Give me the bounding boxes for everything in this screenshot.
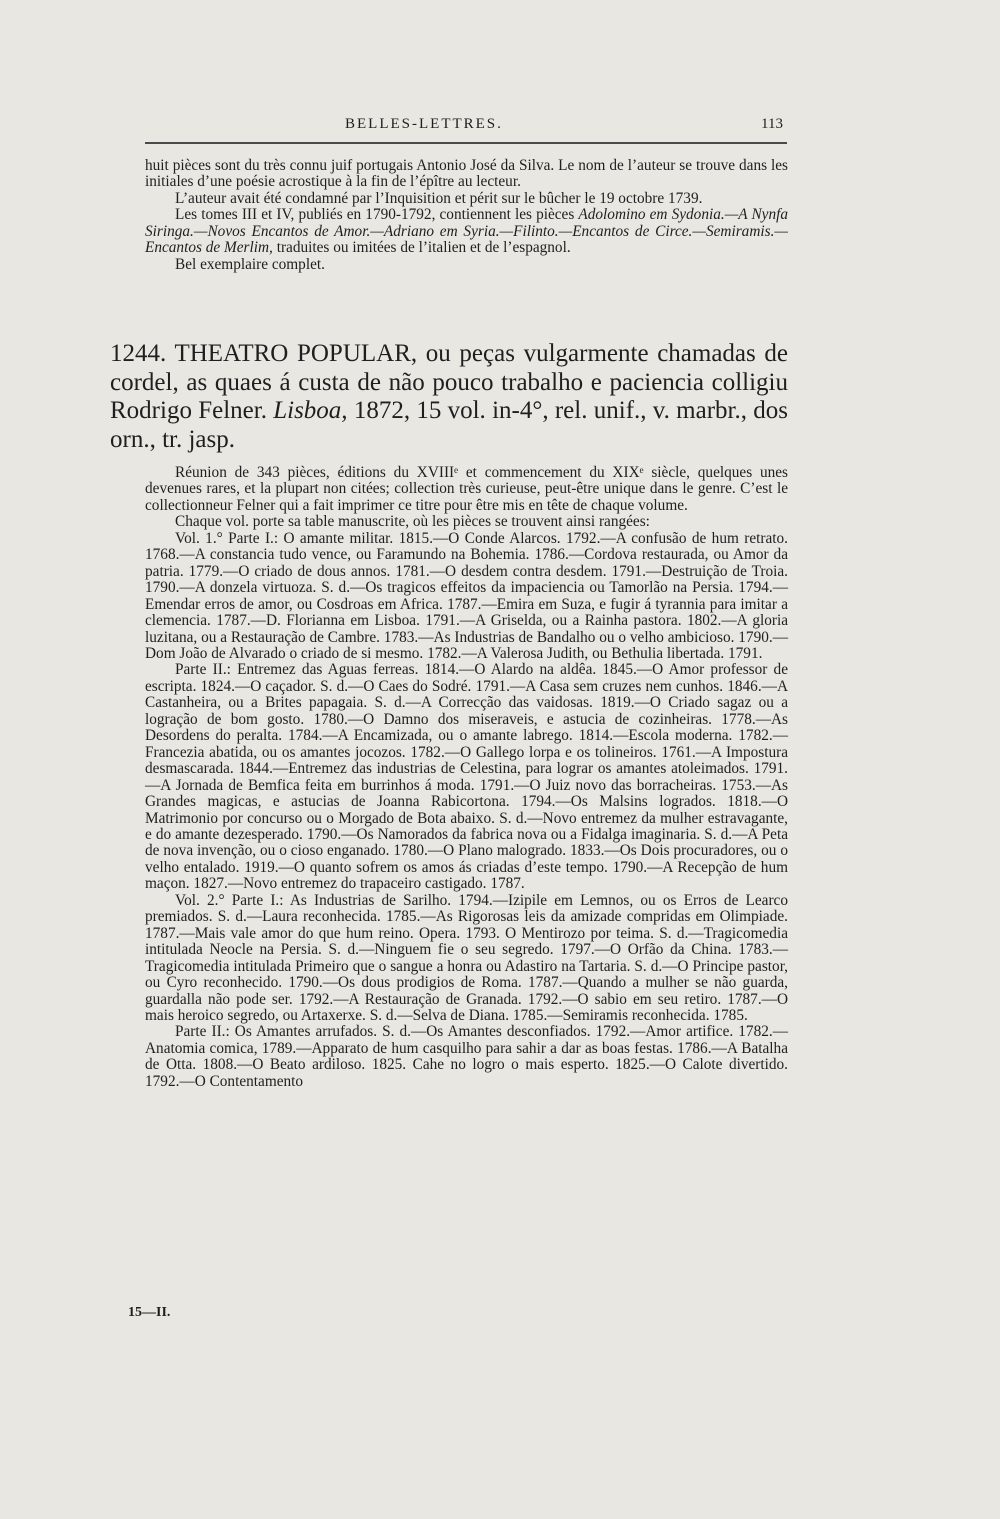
volume-listing: Vol. 2.° Parte I.: As Industrias de Sarilho. 1794.—Izipile em Lemnos, ou os Erros de Learco premiados. S. d.—Laura reconhecida. 1785.—As Rigorosas leis da amizade compridas em Olimpiade. 1787.—Mais vale amor do que hum reino. Opera. 1793. O Mentirozo por teima. S. d.—Tragicomedia intitulada Neocle na Persia. S. d.—Ninguem fie o seu segredo. 1797.—O Orfão da China. 1783.—Tragicomedia intitulada Primeiro que o sangue a honra ou Adastiro na Tartaria. S. d.—O Principe pastor, ou Cyro reconhecido. 1790.—Os dous prodigios de Roma. 1787.—Quando a mulher se não guarda, guardalla não pode ser. 1792.—A Restauração de Granada. 1792.—O sabio em seu retiro. 1787.—O mais heroico segredo, ou Artaxerxe. S. d.—Selva de Diana. 1785.—Semiramis reconhecida. 1785. xyxy=(145,891,788,1024)
description-paragraph: Réunion de 343 pièces, éditions du XVIIIᵉ et commencement du XIXᵉ siècle, quelques unes devenues rares, et la plupart non citées; collection très curieuse, peut-être unique dans le genre. C’est le collectionneur Felner qui a fait imprimer ce titre pour être mis en tête de chaque volume. xyxy=(145,464,788,514)
volume-listing: Parte II.: Entremez das Aguas ferreas. 1814.—O Alardo na aldêa. 1845.—O Amor professor de escripta. 1824.—O caçador. S. d.—O Caes do Sodré. 1791.—A Casa sem cruzes nem cunhos. 1846.—A Castanheira, ou a Brites papagaia. S. d.—A Correcção das vaidosas. 1819.—O Criado sagaz ou a logração de bom gosto. 1780.—O Damno dos miseraveis, e astucia de cozinheiras. 1778.—As Desordens do peralta. 1784.—A Encamizada, ou o amante labrego. 1814.—Escola moderna. 1782.—Francezia abatida, ou os amantes jocozos. 1782.—O Gallego lorpa e os tolineiros. 1761.—A Impostura desmascarada. 1844.—Entremez das industrias de Celestina, para lograr os amantes atoleimados. 1791.—A Jornada de Bemfica feita em burrinhos á moda. 1791.—O Juiz novo das borracheiras. 1753.—As Grandes magicas, e astucias de Joanna Rabicortona. 1794.—Os Malsins logrados. 1818.—O Matrimonio por concurso ou o Morgado de Bota abaixo. S. d.—Novo entremez da mulher estravagante, e do amante dezesperado. 1790.—Os Namorados da fabrica nova ou a Fidalga imaginaria. S. d.—A Peta de nova invenção, ou o cioso enganado. 1780.—O Plano malogrado. 1833.—Os Dois procuradores, ou o velho entalado. 1919.—O quanto sofrem os amos ás criadas d’este tempo. 1790.—A Recepção de hum maçon. 1827.—Novo entremez do trapaceiro castigado. 1787. xyxy=(145,661,788,893)
intro-notes xyxy=(145,158,788,273)
play-titles: Adolomino em Sydonia.—A Nynfa Siringa.—Novos Encantos de Amor.—Adriano em Syria.—Filinto.—Encantos de Circe.—Semiramis.—Encantos de Merlim, xyxy=(145,206,789,257)
page-number: 113 xyxy=(761,116,783,132)
intro-paragraph: Bel exemplaire complet. xyxy=(175,255,325,273)
intro-text: Les tomes III et IV, publiés en 1790-1792, contiennent les pièces xyxy=(175,206,579,224)
entry-title: THEATRO POPULAR, ou peças vulgarmente chamadas de cordel, as quaes á custa de não pouco trabalho e paciencia colligiu Rodrigo Felner. xyxy=(110,340,788,425)
entry-details: 1872, 15 vol. in-4°, rel. unif., v. marbr., dos orn., tr. jasp. xyxy=(110,397,788,453)
header-rule xyxy=(145,142,787,144)
volume-listing: Parte II.: Os Amantes arrufados. S. d.—Os Amantes desconfiados. 1792.—Amor artifice. 1782.—Anatomia comica, 1789.—Apparato de hum casquilho para sahir a dar as boas festas. 1786.—A Batalha de Otta. 1808.—O Beato ardiloso. 1825. Cahe no logro o mais esperto. 1825.—O Calote divertido. 1792.—O Contentamento xyxy=(145,1023,788,1090)
running-title: BELLES-LETTRES. xyxy=(345,116,503,132)
entry-place: Lisboa, xyxy=(273,397,348,425)
description-paragraph: Chaque vol. porte sa table manuscrite, où les pièces se trouvent ainsi rangées: xyxy=(175,513,650,531)
entry-number: 1244. xyxy=(110,340,167,367)
signature-mark: 15—II. xyxy=(128,1305,171,1320)
intro-paragraph xyxy=(145,207,788,256)
page-header xyxy=(145,116,787,144)
entry-description xyxy=(145,465,788,1090)
intro-paragraph: huit pièces sont du très connu juif portugais Antonio José da Silva. Le nom de l’auteur se trouve dans les initiales d’une poésie acrostique à la fin de l’épître au lecteur. xyxy=(145,157,788,191)
intro-text: traduites ou imitées de l’italien et de l’espagnol. xyxy=(272,239,571,257)
catalog-entry-heading xyxy=(110,340,788,454)
volume-listing: Vol. 1.° Parte I.: O amante militar. 1815.—O Conde Alarcos. 1792.—A confusão de hum retrato. 1768.—A constancia tudo vence, ou Faramundo na Bohemia. 1786.—Cordova restaurada, ou Amor da patria. 1779.—O criado de dous annos. 1781.—O desdem contra desdem. 1791.—Destruição de Troia. 1790.—A donzela virtuoza. S. d.—Os tragicos effeitos da impaciencia ou Tamorlão na Persia. 1794.—Emendar erros de amor, ou Cosdroas em Africa. 1787.—Emira em Suza, e fugir á tyrannia para imitar a clemencia. 1787.—D. Florianna em Lisboa. 1791.—A Griselda, ou a Rainha pastora. 1802.—A gloria luzitana, ou a Restauração de Cambre. 1783.—As Industrias de Bandalho ou o velho ambicioso. 1790.—Dom João de Alvarado o criado de si mesmo. 1782.—A Valerosa Judith, ou Bethulia libertada. 1791. xyxy=(145,529,788,662)
intro-paragraph: L’auteur avait été condamné par l’Inquisition et périt sur le bûcher le 19 octobre 1739. xyxy=(175,189,703,207)
